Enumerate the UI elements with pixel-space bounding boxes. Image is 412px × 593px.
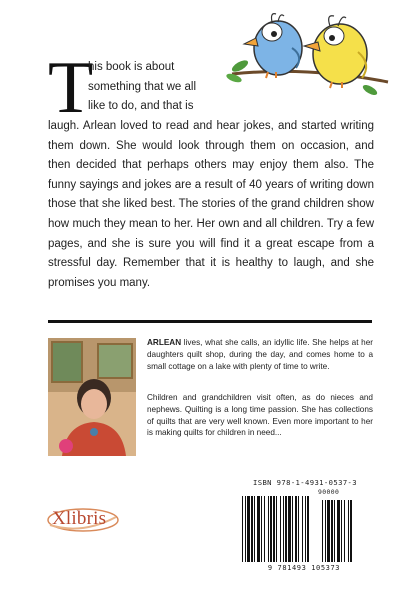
barcode-bar — [270, 496, 272, 562]
author-bio-paragraph: Children and grandchildren visit often, as do nieces and nephews. Quilting is a long time passion. She has collections of quilts that are very well known. Even more important to her is making quilts for children in need... — [147, 393, 373, 438]
isbn-number: ISBN 978-1-4931-0537-3 — [253, 478, 357, 487]
barcode-bar — [245, 496, 246, 562]
barcode-bar — [242, 496, 243, 562]
barcode-bar — [337, 500, 340, 562]
publisher-logo-text: Xlibris — [52, 508, 107, 529]
barcode-bar — [273, 496, 275, 562]
barcode-bar — [305, 496, 306, 562]
isbn-barcode — [236, 478, 374, 578]
barcode-bar — [298, 496, 299, 562]
author-photo-image — [48, 338, 136, 456]
barcode-bar — [268, 496, 269, 562]
price-code: 90000 — [318, 488, 340, 496]
barcode-bar — [276, 496, 277, 562]
blurb-intro-line: like to do, and that is — [88, 100, 194, 112]
barcode-bar — [348, 500, 349, 562]
author-name: ARLEAN — [147, 338, 182, 347]
barcode-bar — [327, 500, 330, 562]
barcode-bar — [322, 500, 323, 562]
barcode-bar — [247, 496, 250, 562]
barcode-bar — [251, 496, 253, 562]
barcode-bar — [295, 496, 297, 562]
barcode-bar — [261, 496, 262, 562]
divider-rule — [48, 320, 372, 323]
blurb-intro-line: something that we all — [88, 80, 197, 93]
barcode-bar — [350, 500, 352, 562]
barcode-bars — [236, 496, 372, 566]
barcode-bar — [264, 496, 265, 562]
publisher-logo — [46, 505, 120, 533]
barcode-bar — [341, 500, 342, 562]
barcode-bar — [254, 496, 255, 562]
barcode-bar — [283, 496, 284, 562]
author-bio-text: lives, what she calls, an idyllic life. She helps at her daughters quilt shop, during the day, and comes home to a small cottage on a lake with plenty of time to write. — [147, 338, 373, 371]
barcode-bar — [288, 496, 291, 562]
author-bio-paragraph — [147, 337, 373, 372]
barcode-bar — [292, 496, 293, 562]
barcode-bar — [280, 496, 281, 562]
drop-cap-letter: T — [48, 47, 94, 129]
barcode-digits: 9 781493 105373 — [267, 564, 341, 572]
barcode-bar — [307, 496, 309, 562]
author-photo — [48, 338, 136, 456]
barcode-bar — [302, 496, 303, 562]
blurb-intro-line: his book is about — [88, 61, 175, 73]
barcode-bar — [344, 500, 345, 562]
barcode-bar — [285, 496, 287, 562]
barcode-bar — [331, 500, 333, 562]
blurb-body: laugh. Arlean loved to read and hear jokes, and started writing them down. She would look through them on occasion, and then decided that perhaps others may enjoy them also. The funny sayings and jokes are a result of 40 years of writing down those that she liked best. The stories of the grand children show how much they mean to her. Her own and all children. Try a few pages, and she is sure you will find it a great escape from a stressful day. Remember that it is healthy to laugh, and she promises you many. — [48, 120, 374, 289]
barcode-bar — [334, 500, 335, 562]
barcode-bar — [325, 500, 326, 562]
two-birds-illustration — [218, 8, 394, 108]
blurb-intro — [88, 58, 222, 117]
barcode-bar — [257, 496, 260, 562]
